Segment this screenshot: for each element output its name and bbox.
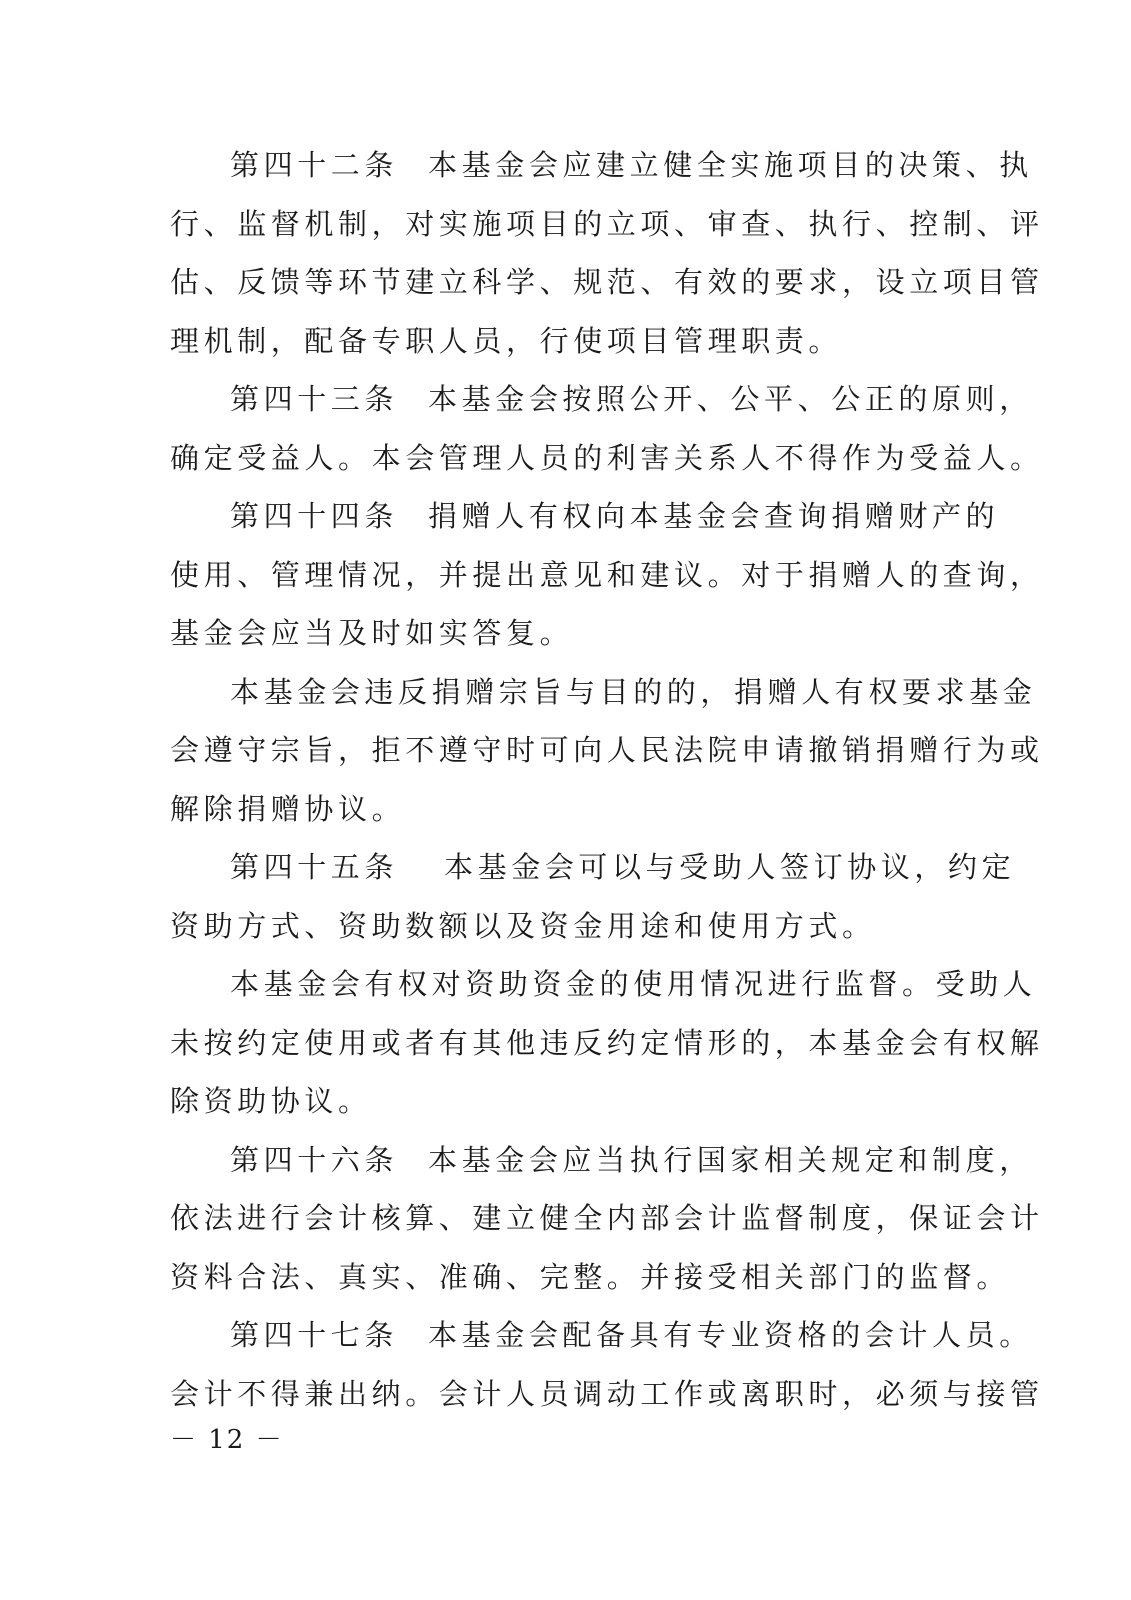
article-number: 第四十三条 xyxy=(230,382,399,416)
article-number: 第四十二条 xyxy=(230,148,399,182)
article-44-paragraph-2 xyxy=(170,663,1044,839)
text-line xyxy=(170,136,1033,195)
text-line: 本基金会违反捐赠宗旨与目的的，捐赠人有权要求基金 xyxy=(230,674,1037,709)
text-line: 除资助协议。 xyxy=(170,1084,372,1118)
text-line xyxy=(170,838,1016,897)
text-line xyxy=(170,487,1000,546)
article-42 xyxy=(170,136,1044,370)
text-segment: 本基金会应建立健全实施项目的决策、执 xyxy=(428,148,1033,182)
page-number: － 12 － xyxy=(170,1425,284,1455)
text-line: 解除捐赠协议。 xyxy=(170,791,406,826)
text-segment: 捐赠人有权向本基金会查询捐赠财产的 xyxy=(428,499,1000,533)
body-text xyxy=(170,136,1044,1423)
text-line: 行、监督机制，对实施项目的立项、审查、执行、控制、评 xyxy=(170,206,1044,241)
article-46 xyxy=(170,1131,1044,1307)
text-line: 未按约定使用或者有其他违反约定情形的，本基金会有权解 xyxy=(170,1025,1044,1060)
text-segment: 本基金会配备具有专业资格的会计人员。 xyxy=(428,1318,1033,1352)
article-number: 第四十四条 xyxy=(230,499,399,533)
text-segment: 本基金会按照公开、公平、公正的原则， xyxy=(428,382,1033,416)
text-line xyxy=(170,1306,1033,1365)
text-line: 资助方式、资助数额以及资金用途和使用方式。 xyxy=(170,908,876,943)
text-line: 依法进行会计核算、建立健全内部会计监督制度，保证会计 xyxy=(170,1201,1044,1235)
text-line: 确定受益人。本会管理人员的利害关系人不得作为受益人。 xyxy=(170,440,1044,475)
text-line: 理机制，配备专职人员，行使项目管理职责。 xyxy=(170,323,843,358)
article-number: 第四十五条 xyxy=(230,850,399,884)
article-44 xyxy=(170,487,1044,663)
text-segment: 本基金会应当执行国家相关规定和制度， xyxy=(428,1142,1033,1177)
text-line: 基金会应当及时如实答复。 xyxy=(170,616,574,650)
article-45-paragraph-2 xyxy=(170,955,1044,1131)
text-line: 会遵守宗旨，拒不遵守时可向人民法院申请撤销捐赠行为或 xyxy=(170,733,1044,767)
text-line: 资料合法、真实、准确、完整。并接受相关部门的监督。 xyxy=(170,1259,1011,1294)
text-line xyxy=(170,370,1033,429)
text-line xyxy=(170,1131,1033,1190)
text-line: 使用、管理情况，并提出意见和建议。对于捐赠人的查询， xyxy=(170,557,1044,592)
text-line: 会计不得兼出纳。会计人员调动工作或离职时，必须与接管 xyxy=(170,1376,1044,1411)
article-number: 第四十七条 xyxy=(230,1318,399,1352)
article-45 xyxy=(170,838,1016,955)
article-43 xyxy=(170,370,1044,487)
article-47 xyxy=(170,1306,1044,1423)
article-number: 第四十六条 xyxy=(230,1142,399,1177)
text-line: 估、反馈等环节建立科学、规范、有效的要求，设立项目管 xyxy=(170,265,1044,299)
text-segment: 本基金会可以与受助人签订协议，约定 xyxy=(444,850,1016,884)
text-line: 本基金会有权对资助资金的使用情况进行监督。受助人 xyxy=(230,967,1037,1001)
